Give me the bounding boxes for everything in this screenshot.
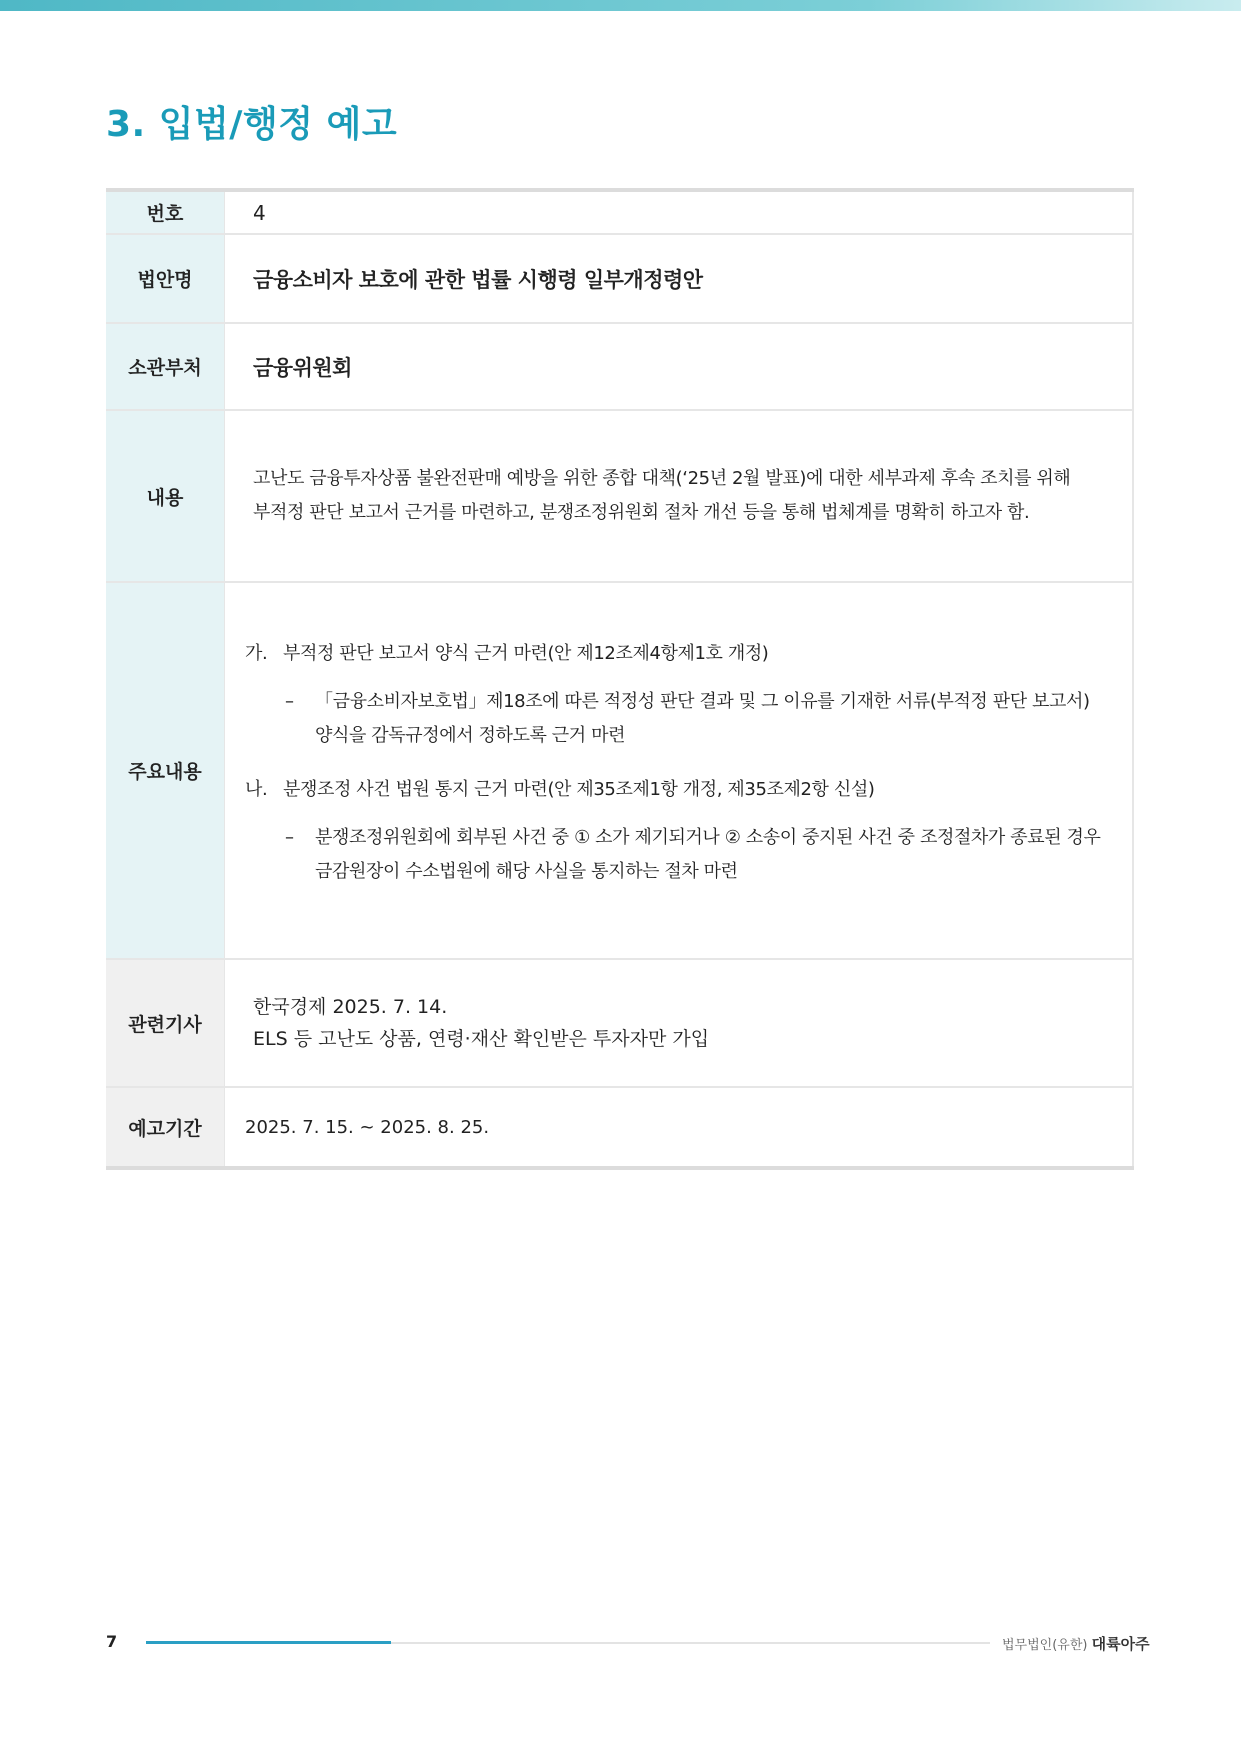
content-text xyxy=(253,462,1132,530)
value-main-content xyxy=(225,582,1134,959)
department-text: 금융위원회 xyxy=(253,355,352,380)
sub-dash: – xyxy=(285,826,294,848)
item-text: 분쟁조정 사건 법원 통지 근거 마련(안 제35조제1항 개정, 제35조제2항 신설) xyxy=(283,778,875,800)
row-department xyxy=(106,323,1133,410)
firm-prefix: 법무법인(유한) xyxy=(1002,1638,1088,1653)
sub-item-text xyxy=(315,821,1101,889)
label-department: 소관부처 xyxy=(106,323,225,410)
label-main-content: 주요내용 xyxy=(106,582,225,959)
item-marker: 가. xyxy=(245,642,268,664)
row-related-article xyxy=(106,959,1133,1087)
sub-item-line: 양식을 감독규정에서 정하도록 근거 마련 xyxy=(315,724,626,746)
sub-item-text xyxy=(315,685,1090,753)
item-text: 부적정 판단 보고서 양식 근거 마련(안 제12조제4항제1호 개정) xyxy=(283,642,769,664)
sub-item-line: 「금융소비자보호법」제18조에 따른 적정성 판단 결과 및 그 이유를 기재한 서류(부적정 판단 보고서) xyxy=(315,690,1090,712)
value-number: 4 xyxy=(225,190,1134,234)
value-department xyxy=(225,323,1134,410)
page-number: 7 xyxy=(106,1632,118,1651)
sub-item xyxy=(285,821,1102,889)
row-main-content xyxy=(106,582,1133,959)
sub-dash: – xyxy=(285,690,294,712)
footer-firm-name xyxy=(1002,1633,1150,1654)
top-accent-bar xyxy=(0,0,1241,11)
sub-item xyxy=(285,685,1102,753)
label-notice-period: 예고기간 xyxy=(106,1087,225,1168)
label-bill-name: 법안명 xyxy=(106,234,225,323)
row-content xyxy=(106,410,1133,582)
legislation-notice-table xyxy=(106,188,1134,1170)
footer-accent-line xyxy=(146,1641,391,1644)
row-bill-name xyxy=(106,234,1133,323)
sub-item-line: 금감원장이 수소법원에 해당 사실을 통지하는 절차 마련 xyxy=(315,860,738,882)
firm-name: 대륙아주 xyxy=(1091,1635,1150,1653)
value-bill-name xyxy=(225,234,1134,323)
content-line: 부적정 판단 보고서 근거를 마련하고, 분쟁조정위원회 절차 개선 등을 통해 법체계를 명확히 하고자 함. xyxy=(253,502,1030,523)
label-related-article: 관련기사 xyxy=(106,959,225,1087)
bill-name-text: 금융소비자 보호에 관한 법률 시행령 일부개정령안 xyxy=(253,267,703,292)
sub-item-line: 분쟁조정위원회에 회부된 사건 중 ① 소가 제기되거나 ② 소송이 중지된 사건 중 조정절차가 종료된 경우 xyxy=(315,826,1101,848)
related-article xyxy=(253,991,1132,1055)
section-title: 3. 입법/행정 예고 xyxy=(106,104,398,145)
value-notice-period: 2025. 7. 15. ~ 2025. 8. 25. xyxy=(225,1087,1134,1168)
value-related-article xyxy=(225,959,1134,1087)
item-marker: 나. xyxy=(245,778,268,800)
value-content xyxy=(225,410,1134,582)
row-notice-period xyxy=(106,1087,1133,1168)
label-content: 내용 xyxy=(106,410,225,582)
content-line: 고난도 금융투자상품 불완전판매 예방을 위한 종합 대책(‘25년 2월 발표)에 대한 세부과제 후속 조치를 위해 xyxy=(253,468,1071,489)
article-source: 한국경제 2025. 7. 14. xyxy=(253,996,448,1018)
main-content-list xyxy=(245,621,1132,921)
article-headline-link[interactable]: ELS 등 고난도 상품, 연령·재산 확인받은 투자자만 가입 xyxy=(253,1028,710,1050)
label-number: 번호 xyxy=(106,190,225,234)
list-item xyxy=(245,775,1102,801)
row-number xyxy=(106,190,1133,234)
list-item xyxy=(245,639,1102,665)
